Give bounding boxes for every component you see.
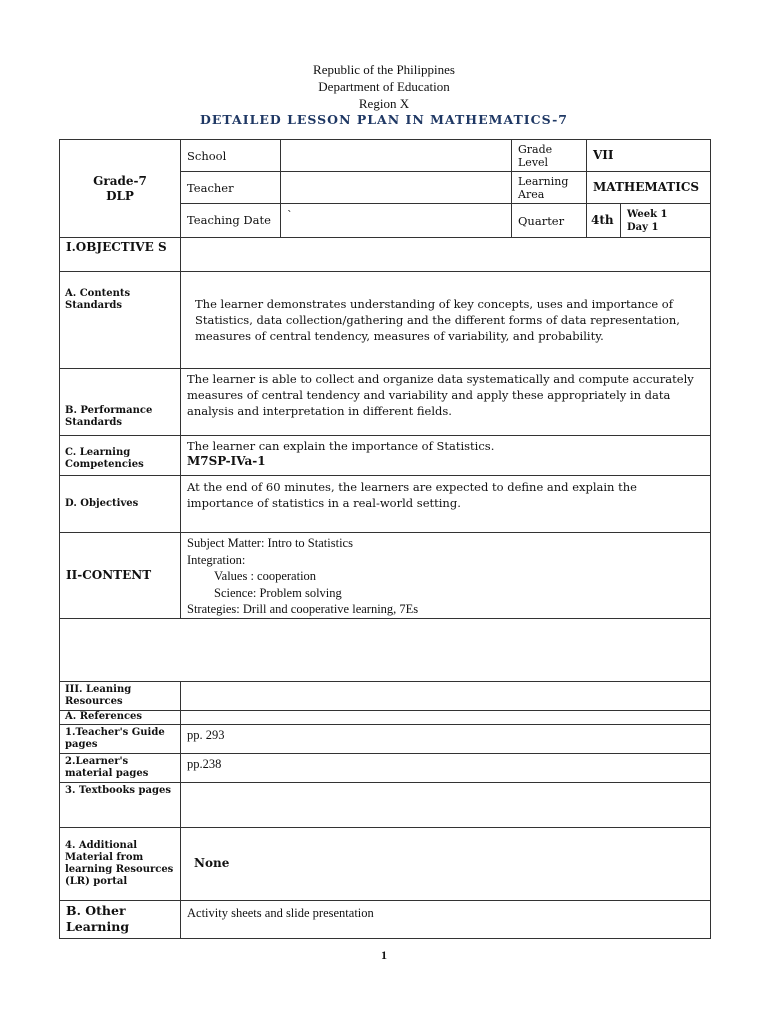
grade-level-label: Grade Level	[512, 140, 587, 172]
other-learning-value: Activity sheets and slide presentation	[181, 900, 711, 938]
learning-competencies-cell	[181, 436, 711, 476]
school-label: School	[181, 140, 281, 172]
competency-code: M7SP-IVa-1	[187, 454, 266, 468]
objectives-text: At the end of 60 minutes, the learners are expected to define and explain the importance of statistics in a real-world setting.	[181, 476, 711, 533]
quarter-label: Quarter	[512, 204, 587, 238]
performance-standards-text: The learner is able to collect and organize data systematically and compute accurately measures of central tendency and variability and apply these appropriately in data analysis and interpretation in different fields.	[181, 369, 711, 436]
day-label: Day 1	[627, 221, 659, 233]
textbooks-label: 3. Textbooks pages	[60, 782, 181, 827]
subject-matter: Subject Matter: Intro to Statistics	[187, 536, 353, 550]
document-title: DETAILED LESSON PLAN IN MATHEMATICS-7	[200, 112, 568, 127]
week-label: Week 1	[627, 208, 668, 220]
performance-standards-label: B. Performance Standards	[60, 369, 181, 436]
learners-material-value: pp.238	[181, 753, 711, 782]
content-cell	[181, 533, 711, 619]
references-blank	[181, 710, 711, 724]
values-line: Values : cooperation	[214, 569, 317, 583]
blank-row	[60, 618, 711, 681]
other-learning-label: B. Other Learning	[60, 900, 181, 938]
teacher-label: Teacher	[181, 172, 281, 204]
science-line: Science: Problem solving	[214, 585, 342, 600]
learning-area-label: Learning Area	[512, 172, 587, 204]
grade-dlp-cell	[60, 140, 181, 238]
school-value[interactable]	[281, 140, 512, 172]
teaching-date-value[interactable]: `	[281, 204, 512, 238]
grade-label: Grade-7	[93, 173, 147, 188]
resources-blank	[181, 681, 711, 710]
contents-standards-label: A. Contents Standards	[60, 272, 181, 369]
competencies-text: The learner can explain the importance of Statistics.	[187, 439, 495, 453]
learning-area-value[interactable]: MATHEMATICS	[587, 172, 711, 204]
objectives-heading-blank	[181, 238, 711, 272]
additional-material-value: None	[181, 827, 711, 900]
header-republic: Republic of the Philippines	[313, 62, 455, 77]
teachers-guide-value: pp. 293	[181, 724, 711, 753]
integration: Integration:	[187, 552, 246, 567]
quarter-value[interactable]: 4th	[587, 204, 621, 238]
learning-competencies-label: C. Learning Competencies	[60, 436, 181, 476]
lesson-plan-table	[59, 139, 711, 939]
references-label: A. References	[60, 710, 181, 724]
page-number: 1	[381, 948, 387, 962]
week-day-cell	[621, 204, 711, 238]
objectives-label: D. Objectives	[60, 476, 181, 533]
additional-material-label: 4. Additional Material from learning Resources (LR) portal	[60, 827, 181, 900]
learners-material-label: 2.Learner's material pages	[60, 753, 181, 782]
resources-heading: III. Leaning Resources	[60, 681, 181, 710]
grade-level-value[interactable]: VII	[587, 140, 711, 172]
header-department: Department of Education	[318, 79, 450, 94]
content-heading: II-CONTENT	[60, 533, 181, 619]
textbooks-value	[181, 782, 711, 827]
header-region: Region X	[358, 96, 410, 111]
strategies-line: Strategies: Drill and cooperative learning, 7Es	[187, 602, 419, 616]
dlp-label: DLP	[106, 188, 134, 203]
teacher-value[interactable]	[281, 172, 512, 204]
teachers-guide-label: 1.Teacher's Guide pages	[60, 724, 181, 753]
teaching-date-label: Teaching Date	[181, 204, 281, 238]
objectives-heading: I.OBJECTIVE S	[60, 238, 181, 272]
contents-standards-text: The learner demonstrates understanding of key concepts, uses and importance of Statistics, data collection/gathering and the different forms of data representation, measures of central tendency, measures of variability, and probability.	[181, 272, 711, 369]
